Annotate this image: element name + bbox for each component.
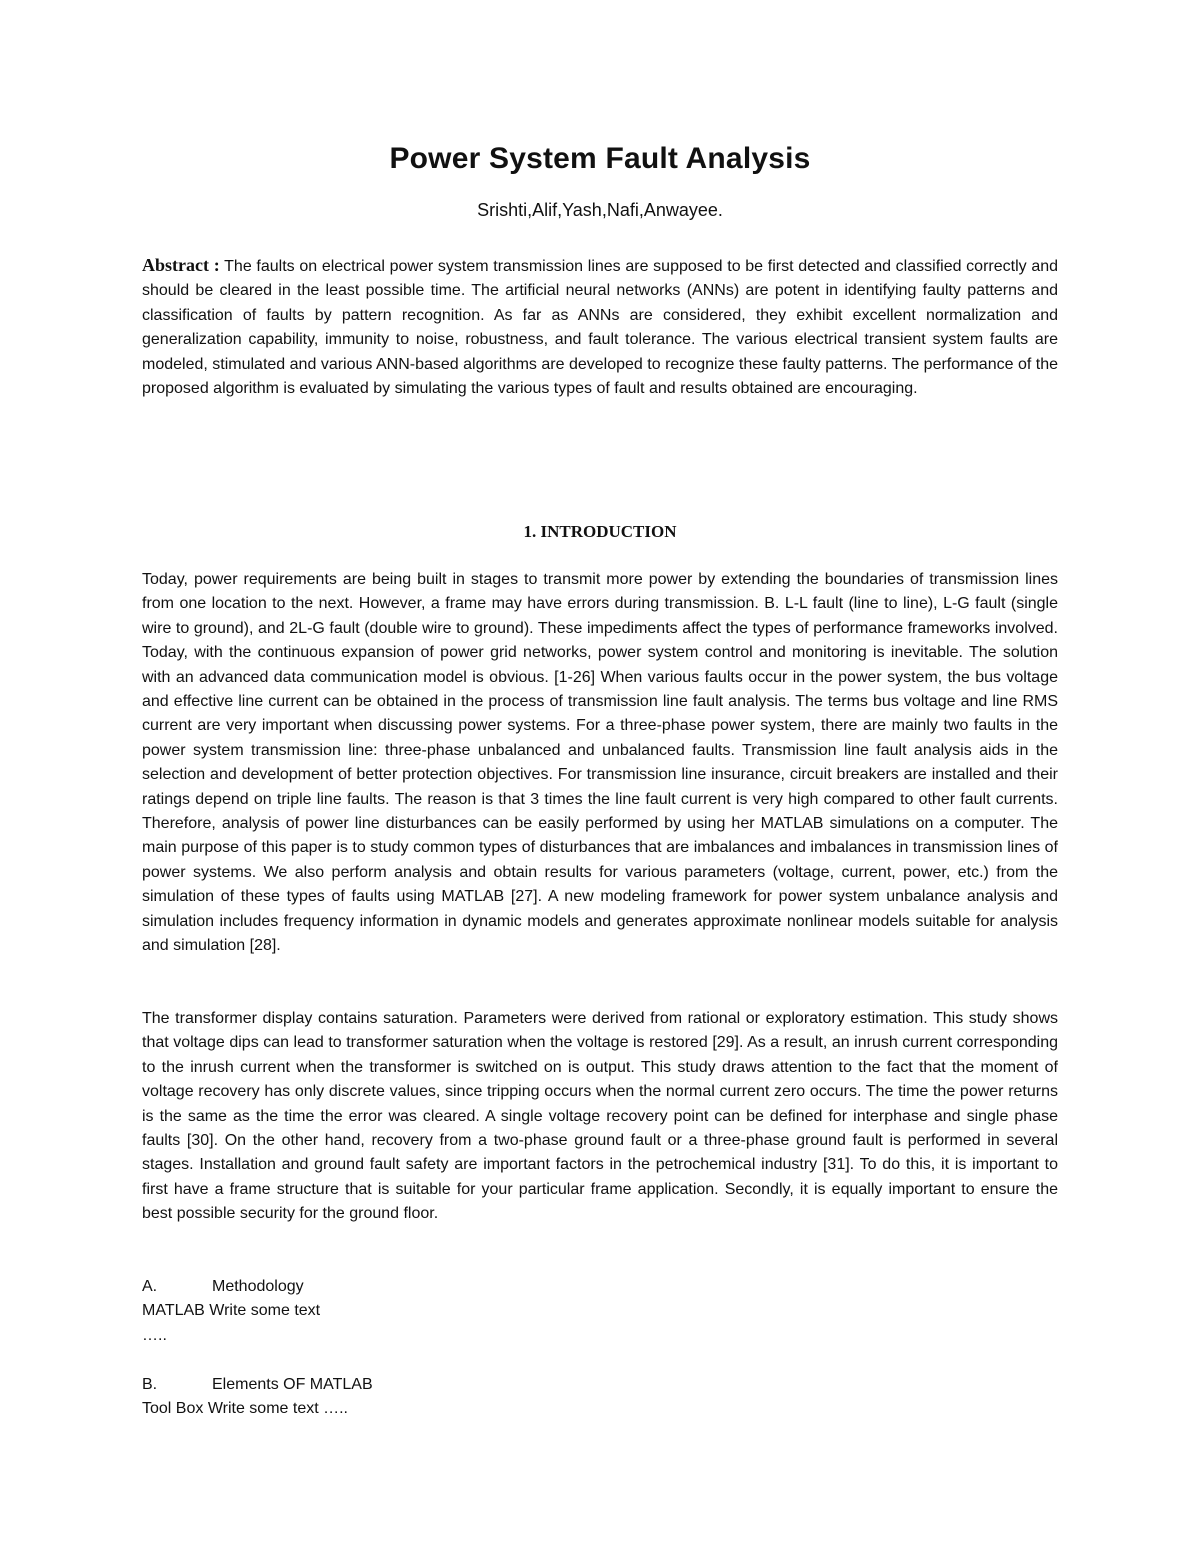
abstract-label: Abstract :	[142, 255, 220, 275]
subsection-letter: B.	[142, 1376, 158, 1393]
paper-title: Power System Fault Analysis	[389, 142, 811, 175]
subsection-title: Methodology	[212, 1278, 304, 1295]
section-heading-introduction: 1. INTRODUCTION	[523, 522, 677, 541]
subsection-title: Elements OF MATLAB	[212, 1376, 373, 1393]
introduction-paragraph-2: The transformer display contains saturation. Parameters were derived from rational or exploratory estimation. This study shows that voltage dips can lead to transformer saturation when the voltage is restored [29]. As a result, an inrush current corresponding to the inrush current when the transformer is switched on is output. This study draws attention to the fact that the moment of voltage recovery has only discrete values, since tripping occurs when the normal current zero occurs. The time the power returns is the same as the time the error was cleared. A single voltage recovery point can be defined for interphase and single phase faults [30]. On the other hand, recovery from a two-phase ground fault or a three-phase ground fault is performed in several stages. Installation and ground fault safety are important factors in the petrochemical industry [31]. To do this, it is important to first have a frame structure that is suitable for your particular frame application. Secondly, it is equally important to ensure the best possible security for the ground floor.	[142, 1010, 1058, 1223]
introduction-paragraph-1: Today, power requirements are being built in stages to transmit more power by extending the boundaries of transmission lines from one location to the next. However, a frame may have errors during transmission. B. L-L fault (line to line), L-G fault (single wire to ground), and 2L-G fault (double wire to ground). These impediments affect the types of performance frameworks involved. Today, with the continuous expansion of power grid networks, power system control and monitoring is inevitable. The solution with an advanced data communication model is obvious. [1-26] When various faults occur in the power system, the bus voltage and effective line current can be obtained in the process of transmission line fault analysis. The terms bus voltage and line RMS current are very important when discussing power systems. For a three-phase power system, there are mainly two faults in the power system transmission line: three-phase unbalanced and unbalanced faults. Transmission line fault analysis aids in the selection and development of better protection objectives. For transmission line insurance, circuit breakers are installed and their ratings depend on triple line faults. The reason is that 3 times the line fault current is very high compared to other fault currents. Therefore, analysis of power line disturbances can be easily performed by using her MATLAB simulations on a computer. The main purpose of this paper is to study common types of disturbances that are imbalances and imbalances in transmission lines of power systems. We also perform analysis and obtain results for various parameters (voltage, current, power, etc.) from the simulation of these types of faults using MATLAB [27]. A new modeling framework for power system unbalance analysis and simulation includes frequency information in dynamic models and generates approximate nonlinear models suitable for analysis and simulation [28].	[142, 571, 1058, 955]
subsection-ellipsis: …..	[142, 1327, 167, 1344]
abstract-text: The faults on electrical power system transmission lines are supposed to be first detected and classified correctly and should be cleared in the least possible time. The artificial neural networks (ANNs) are potent in identifying faulty patterns and classification of faults by pattern recognition. As far as ANNs are considered, they exhibit excellent normalization and generalization capability, immunity to noise, robustness, and fault tolerance. The various electrical transient system faults are modeled, stimulated and various ANN-based algorithms are developed to recognize these faulty patterns. The performance of the proposed algorithm is evaluated by simulating the various types of fault and results obtained are encouraging.	[142, 258, 1059, 398]
subsection-heading-methodology	[142, 1275, 1058, 1299]
subsection-heading-elements-of-matlab	[142, 1373, 1058, 1397]
author-list: Srishti,Alif,Yash,Nafi,Anwayee.	[477, 200, 723, 220]
abstract	[142, 253, 1058, 401]
subsection-text: Tool Box Write some text …..	[142, 1400, 348, 1417]
subsection-text: MATLAB Write some text	[142, 1302, 321, 1319]
subsection-letter: A.	[142, 1278, 158, 1295]
